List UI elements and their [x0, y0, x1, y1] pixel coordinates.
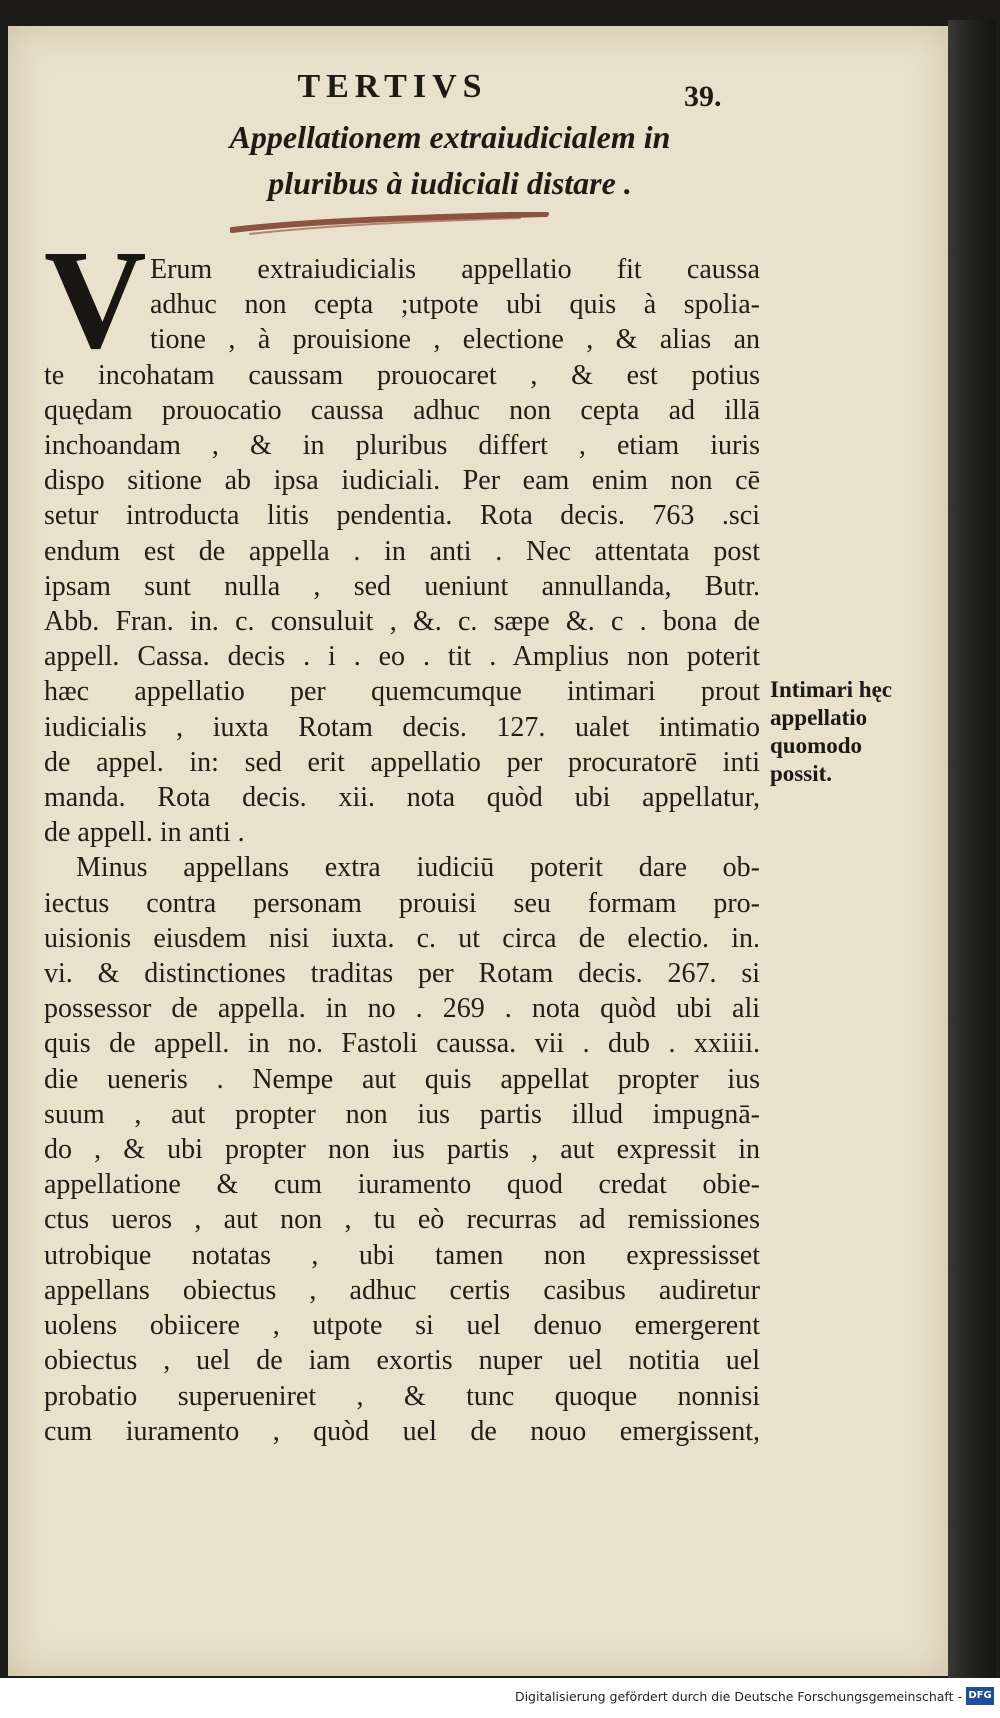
paragraph	[44, 850, 760, 1448]
text-line: die ueneris . Nempe aut quis appellat propter ius	[44, 1063, 760, 1095]
marginal-note-line: possit.	[770, 761, 832, 786]
marginal-note	[770, 676, 945, 788]
footer-bar	[0, 1678, 1000, 1718]
body-text	[44, 252, 760, 1449]
text-line: appellans obiectus , adhuc certis casibus audiretur	[44, 1274, 760, 1306]
text-line: Erum extraiudicialis appellatio fit caussa	[150, 254, 760, 285]
text-line: obiectus , uel de iam exortis nuper uel notitia uel	[44, 1345, 760, 1377]
text-line: appell. Cassa. decis . i . eo . tit . Amplius non poterit	[44, 641, 760, 673]
text-line: setur introducta litis pendentia. Rota decis. 763 .sci	[44, 500, 760, 532]
text-line: adhuc non cepta ;utpote ubi quis à spolia-	[150, 289, 760, 321]
text-line: cum iuramento , quòd uel de nouo emergissent,	[44, 1415, 760, 1447]
text-line: suum , aut propter non ius partis illud impugnā-	[44, 1098, 760, 1130]
text-line: de appell. in anti .	[44, 817, 245, 849]
text-line: hæc appellatio per quemcumque intimari prout	[44, 676, 760, 708]
text-line: dispo sitione ab ipsa iudiciali. Per eam enim non cē	[44, 465, 760, 497]
text-line: do , & ubi propter non ius partis , aut expressit in	[44, 1134, 760, 1166]
text-line: probatio superueniret , & tunc quoque nonnisi	[44, 1380, 760, 1412]
text-line: utrobique notatas , ubi tamen non expressisset	[44, 1239, 760, 1271]
footer-credit: Digitalisierung gefördert durch die Deutsche Forschungsgemeinschaft -	[514, 1689, 962, 1704]
paragraph	[44, 252, 760, 850]
text-line: Minus appellans extra iudiciū poterit dare ob-	[76, 852, 760, 884]
running-title: TERTIVS	[297, 68, 488, 105]
text-line: quędam prouocatio caussa adhuc non cepta ad illā	[44, 394, 760, 426]
text-line: ipsam sunt nulla , sed ueniunt annullanda, Butr.	[44, 570, 760, 602]
text-line: uolens obiicere , utpote si uel denuo emergerent	[44, 1310, 760, 1342]
text-line: endum est de appella . in anti . Nec attentata post	[44, 535, 760, 567]
drop-cap: V	[44, 220, 147, 378]
heading-line: Appellationem extraiudicialem in	[229, 119, 671, 155]
text-line: quis de appell. in no. Fastoli caussa. vii . dub . xxiiii.	[44, 1028, 760, 1060]
text-line: ctus ueros , aut non , tu eò recurras ad remissiones	[44, 1204, 760, 1236]
text-line: de appel. in: sed erit appellatio per procuratorē inti	[44, 746, 760, 778]
text-line: vi. & distinctiones traditas per Rotam decis. 267. si	[44, 958, 760, 990]
marginal-note-line: quomodo	[770, 733, 863, 758]
heading-line: pluribus à iudiciali distare .	[268, 165, 632, 201]
book-edge	[948, 20, 996, 1678]
dfg-logo: DFG	[966, 1687, 994, 1705]
handwritten-underline	[230, 212, 550, 238]
text-line: iectus contra personam prouisi seu formam pro-	[44, 887, 760, 919]
text-line: tione , à prouisione , electione , & alias an	[150, 324, 760, 356]
text-line: uisionis eiusdem nisi iuxta. c. ut circa de electio. in.	[44, 922, 760, 954]
text-line: possessor de appella. in no . 269 . nota quòd ubi ali	[44, 993, 760, 1025]
text-line: Abb. Fran. in. c. consuluit , &. c. sæpe &. c . bona de	[44, 606, 760, 638]
text-line: appellatione & cum iuramento quod credat obie-	[44, 1169, 760, 1201]
text-line: manda. Rota decis. xii. nota quòd ubi appellatur,	[44, 782, 760, 814]
section-heading	[150, 114, 750, 206]
marginal-note-line: Intimari hęc	[770, 677, 893, 702]
page-number: 39.	[684, 80, 722, 113]
text-line: iudicialis , iuxta Rotam decis. 127. ualet intimatio	[44, 711, 760, 743]
text-line: te incohatam caussam prouocaret , & est potius	[44, 359, 760, 391]
marginal-note-line: appellatio	[770, 705, 868, 730]
text-line: inchoandam , & in pluribus differt , etiam iuris	[44, 430, 760, 462]
